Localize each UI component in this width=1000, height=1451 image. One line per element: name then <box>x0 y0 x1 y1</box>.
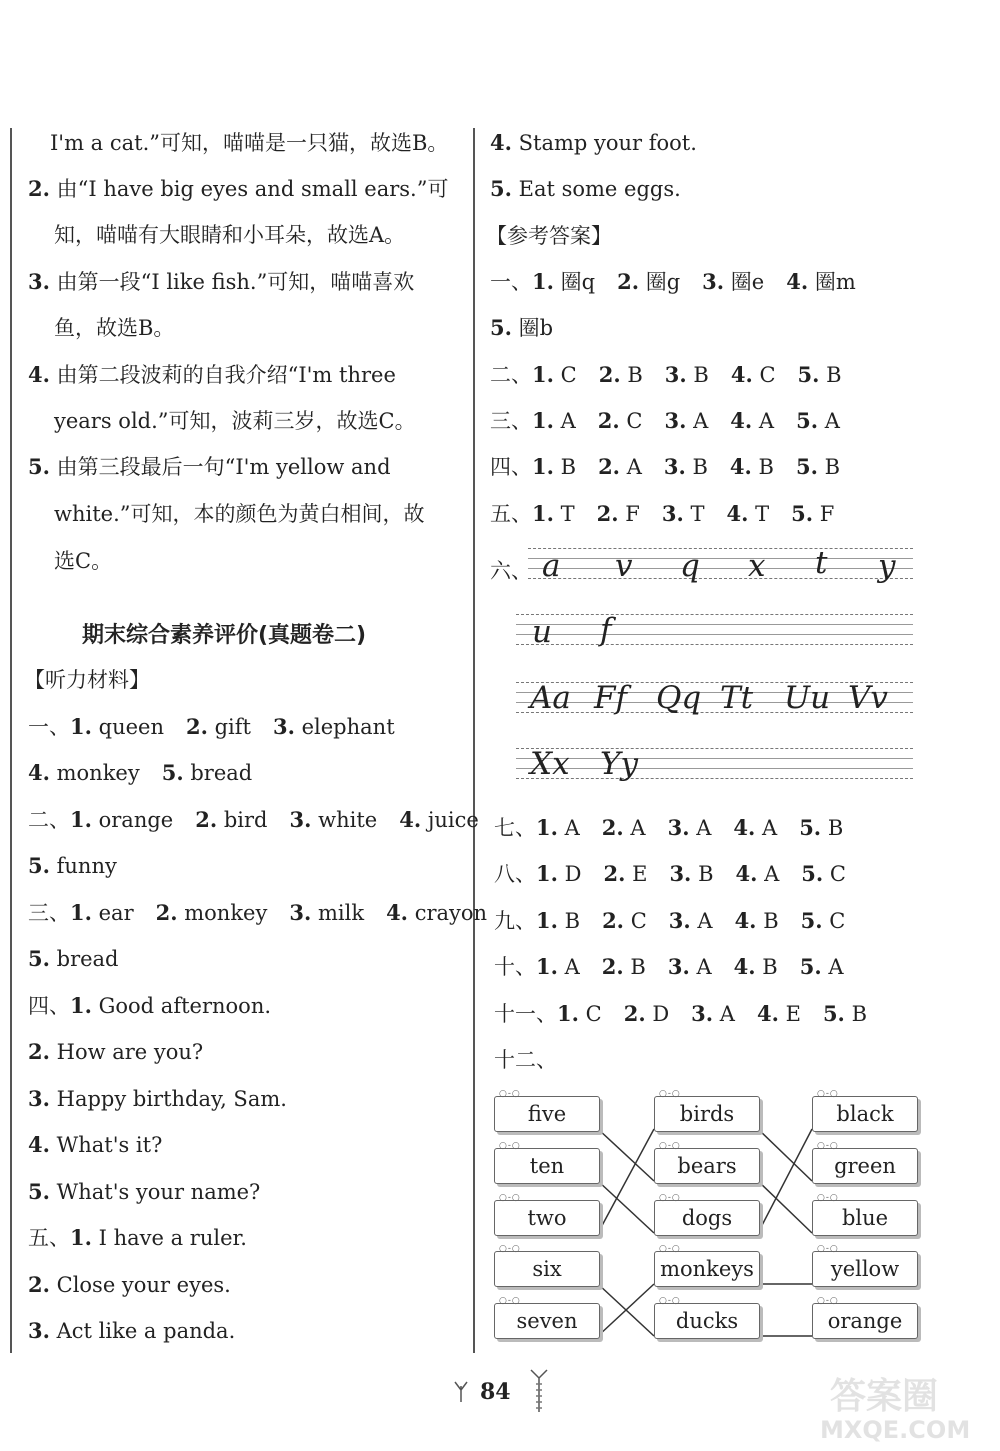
listening-row: 5. bread <box>28 946 119 971</box>
text-line: white.”可知，本的颜色为黄白相间，故 <box>54 502 425 526</box>
answer-row: 五、1. T 2. F 3. T 4. T 5. F <box>490 501 835 526</box>
text-line: 5. 由第三段最后一句“I'm yellow and <box>28 454 391 479</box>
handwritten-letter: y <box>878 548 896 584</box>
listening-row: 五、1. I have a ruler. <box>28 1225 247 1250</box>
match-box: ○-○ black <box>812 1096 918 1132</box>
match-line <box>598 1129 654 1181</box>
writing-lines <box>528 548 913 588</box>
text-line: 4. Stamp your foot. <box>490 130 697 155</box>
listening-row: 4. monkey 5. bread <box>28 760 253 785</box>
answer-row: 二、1. C 2. B 3. B 4. C 5. B <box>490 362 842 387</box>
listening-row: 四、1. Good afternoon. <box>28 993 272 1018</box>
text-line: 选C。 <box>54 549 113 573</box>
listening-row: 5. funny <box>28 853 117 878</box>
match-line <box>598 1129 654 1233</box>
match-line <box>758 1181 812 1233</box>
listening-row: 三、1. ear 2. monkey 3. milk 4. crayon <box>28 900 488 925</box>
listening-row: 2. How are you? <box>28 1039 204 1064</box>
answer-row: 5. 圈b <box>490 315 554 340</box>
text-line: 3. 由第一段“I like fish.”可知，喵喵喜欢 <box>28 269 415 294</box>
section-twelve-label: 十二、 <box>494 1048 557 1072</box>
match-box: ○-○ yellow <box>812 1251 918 1287</box>
handwritten-letter: f <box>600 612 612 648</box>
match-box: ○-○ monkeys <box>654 1251 760 1287</box>
match-box: ○-○ green <box>812 1148 918 1184</box>
listening-row: 一、1. queen 2. gift 3. elephant <box>28 714 395 739</box>
match-box: ○-○ bears <box>654 1148 760 1184</box>
page-number: 84 <box>480 1379 511 1405</box>
section-heading: 期末综合素养评价(真题卷二) <box>82 623 367 648</box>
listening-row: 3. Happy birthday, Sam. <box>28 1086 287 1111</box>
answer-row: 一、1. 圈q 2. 圈g 3. 圈e 4. 圈m <box>490 269 856 294</box>
listening-row: 3. Act like a panda. <box>28 1318 236 1343</box>
match-box: ○-○ birds <box>654 1096 760 1132</box>
match-box: ○-○ six <box>494 1251 600 1287</box>
handwritten-letter: Xx <box>530 746 570 782</box>
text-line: 2. 由“I have big eyes and small ears.”可 <box>28 176 449 201</box>
match-box: ○-○ ten <box>494 1148 600 1184</box>
handwritten-letter: t <box>815 545 828 581</box>
handwritten-letter: Tt <box>720 680 754 716</box>
match-box: ○-○ five <box>494 1096 600 1132</box>
handwritten-letter: Vv <box>848 680 888 716</box>
handwritten-letter: Aa <box>530 680 571 716</box>
answer-row: 三、1. A 2. C 3. A 4. A 5. A <box>490 408 840 433</box>
match-box: ○-○ ducks <box>654 1303 760 1339</box>
column-divider <box>473 128 475 1353</box>
text-line: years old.”可知，波莉三岁，故选C。 <box>54 409 416 433</box>
text-line: 4. 由第二段波莉的自我介绍“I'm three <box>28 362 396 387</box>
section-six-label: 六、 <box>490 559 532 583</box>
leaf-ornament-icon <box>451 1378 471 1404</box>
writing-lines <box>516 748 913 788</box>
match-box: ○-○ seven <box>494 1303 600 1339</box>
handwritten-letter: a <box>542 548 561 584</box>
listening-row: 4. What's it? <box>28 1132 163 1157</box>
answer-row: 八、1. D 2. E 3. B 4. A 5. C <box>494 861 846 886</box>
answer-row: 十一、1. C 2. D 3. A 4. E 5. B <box>494 1001 867 1026</box>
handwritten-letter: x <box>748 548 766 584</box>
watermark-logo: 答案圈 <box>830 1376 939 1417</box>
listening-row: 二、1. orange 2. bird 3. white 4. juice <box>28 807 479 832</box>
match-line <box>598 1181 654 1233</box>
match-box: ○-○ orange <box>812 1303 918 1339</box>
writing-lines <box>516 614 913 654</box>
match-line <box>758 1129 812 1233</box>
match-line <box>758 1129 812 1181</box>
handwritten-letter: u <box>532 614 552 650</box>
answer-row: 九、1. B 2. C 3. A 4. B 5. C <box>494 908 846 933</box>
match-box: ○-○ blue <box>812 1200 918 1236</box>
match-line <box>598 1284 654 1336</box>
match-box: ○-○ two <box>494 1200 600 1236</box>
match-line <box>598 1284 654 1336</box>
watermark-url: MXQE.COM <box>820 1416 971 1444</box>
match-box: ○-○ dogs <box>654 1200 760 1236</box>
text-line: I'm a cat.”可知，喵喵是一只猫，故选B。 <box>50 131 449 155</box>
handwritten-letter: Uu <box>784 680 831 716</box>
listening-row: 2. Close your eyes. <box>28 1272 231 1297</box>
left-margin-rule <box>10 128 12 1353</box>
text-line: 鱼，故选B。 <box>54 316 175 340</box>
text-line: 5. Eat some eggs. <box>490 176 681 201</box>
listening-row: 5. What's your name? <box>28 1179 261 1204</box>
listening-label: 【听力材料】 <box>24 668 150 692</box>
handwritten-letter: Ff <box>594 680 627 716</box>
handwritten-letter: Qq <box>656 680 702 716</box>
handwritten-letter: v <box>615 548 633 584</box>
text-line: 知，喵喵有大眼睛和小耳朵，故选A。 <box>54 223 406 247</box>
zipper-ornament-icon <box>528 1368 550 1414</box>
handwritten-letter: q <box>680 548 700 584</box>
handwritten-letter: Yy <box>600 746 638 782</box>
answer-row: 四、1. B 2. A 3. B 4. B 5. B <box>490 454 841 479</box>
answer-label: 【参考答案】 <box>486 224 612 248</box>
answer-row: 十、1. A 2. B 3. A 4. B 5. A <box>494 954 844 979</box>
answer-row: 七、1. A 2. A 3. A 4. A 5. B <box>494 815 844 840</box>
